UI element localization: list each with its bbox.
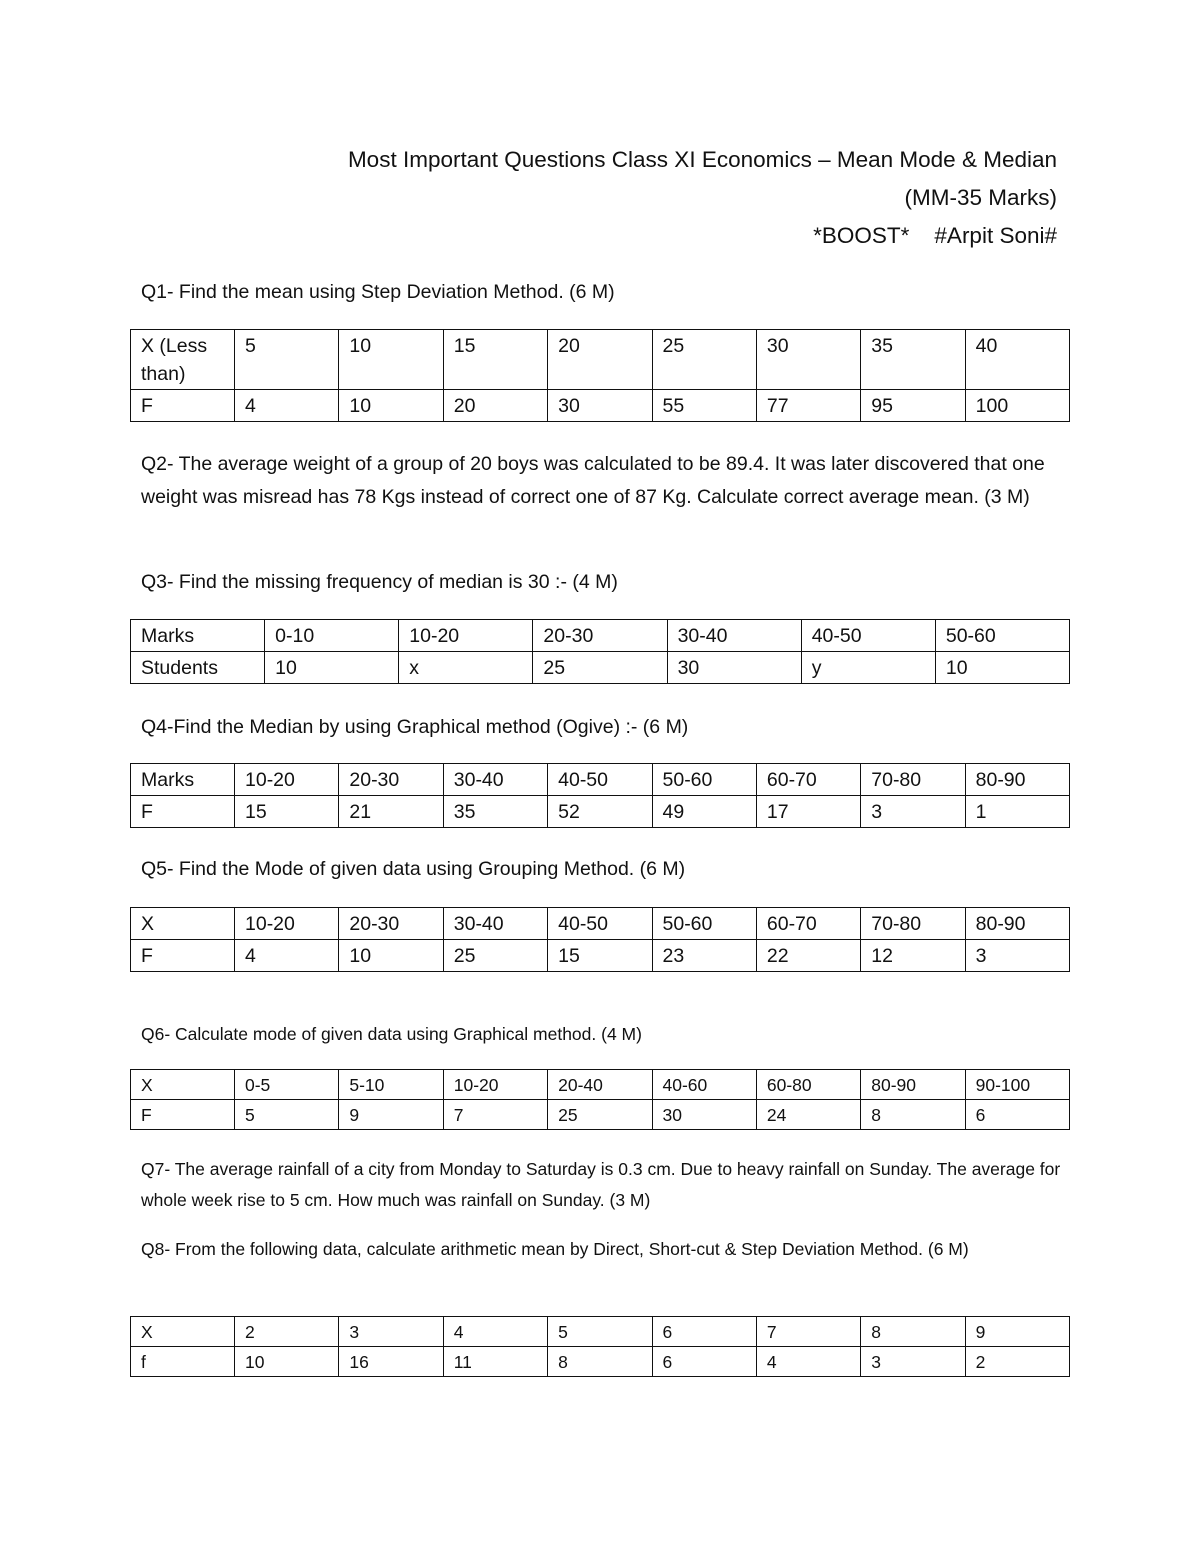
table-cell: 20-30 xyxy=(533,620,667,652)
table-cell: 10 xyxy=(235,1347,339,1377)
table-row xyxy=(131,1100,1070,1130)
table-row xyxy=(131,764,1070,796)
table-cell: 2 xyxy=(965,1347,1069,1377)
table-cell: 52 xyxy=(548,796,652,828)
table-cell: 10-20 xyxy=(235,908,339,940)
table-cell: 20 xyxy=(548,330,652,390)
table-cell: 30 xyxy=(548,390,652,422)
table-cell: 0-10 xyxy=(265,620,399,652)
table-cell: 17 xyxy=(756,796,860,828)
table-cell: 21 xyxy=(339,796,443,828)
table-cell: 4 xyxy=(756,1347,860,1377)
table-row xyxy=(131,908,1070,940)
table-cell: 12 xyxy=(861,940,965,972)
table-cell: 3 xyxy=(339,1317,443,1347)
table-cell: Marks xyxy=(131,764,235,796)
table-cell: 7 xyxy=(756,1317,860,1347)
table-cell: 8 xyxy=(861,1100,965,1130)
table-cell: y xyxy=(801,652,935,684)
table-cell: X (Less than) xyxy=(131,330,235,390)
question-6: Q6- Calculate mode of given data using Graphical method. (4 M) xyxy=(141,1024,642,1044)
table-cell: 80-90 xyxy=(861,1070,965,1100)
table-cell: 30 xyxy=(652,1100,756,1130)
author-line: *BOOST* #Arpit Soni# xyxy=(813,223,1057,248)
table-cell: X xyxy=(131,1070,235,1100)
table-cell: 40-50 xyxy=(801,620,935,652)
q5-table xyxy=(130,907,1070,972)
table-cell: 11 xyxy=(443,1347,547,1377)
table-cell: 10 xyxy=(339,330,443,390)
table-cell: 10-20 xyxy=(399,620,533,652)
table-cell: 10-20 xyxy=(235,764,339,796)
table-cell: 20-30 xyxy=(339,908,443,940)
table-cell: 20-30 xyxy=(339,764,443,796)
max-marks: (MM-35 Marks) xyxy=(904,185,1057,210)
table-cell: 50-60 xyxy=(652,764,756,796)
table-cell: f xyxy=(131,1347,235,1377)
question-3: Q3- Find the missing frequency of median is 30 :- (4 M) xyxy=(141,571,618,593)
table-row xyxy=(131,1070,1070,1100)
table-cell: 3 xyxy=(861,796,965,828)
table-cell: 15 xyxy=(443,330,547,390)
table-cell: 30 xyxy=(756,330,860,390)
document-title: Most Important Questions Class XI Economics – Mean Mode & Median xyxy=(347,147,1057,172)
table-cell: 5 xyxy=(235,1100,339,1130)
table-cell: 40-50 xyxy=(548,908,652,940)
question-8: Q8- From the following data, calculate arithmetic mean by Direct, Short-cut & Step Deviation Method. (6 M) xyxy=(141,1239,969,1259)
table-cell: 7 xyxy=(443,1100,547,1130)
table-cell: 80-90 xyxy=(965,764,1069,796)
table-row xyxy=(131,1347,1070,1377)
q4-table xyxy=(130,763,1070,828)
q1-table xyxy=(130,329,1070,422)
table-cell: 50-60 xyxy=(935,620,1069,652)
table-cell: Marks xyxy=(131,620,265,652)
table-row xyxy=(131,620,1070,652)
table-cell: 9 xyxy=(965,1317,1069,1347)
table-cell: 8 xyxy=(861,1317,965,1347)
table-cell: 10 xyxy=(265,652,399,684)
table-cell: 35 xyxy=(861,330,965,390)
table-cell: 40-60 xyxy=(652,1070,756,1100)
table-row xyxy=(131,940,1070,972)
table-cell: 60-70 xyxy=(756,908,860,940)
table-cell: 2 xyxy=(235,1317,339,1347)
table-cell: 30 xyxy=(667,652,801,684)
table-cell: 3 xyxy=(861,1347,965,1377)
table-cell: 30-40 xyxy=(443,764,547,796)
table-cell: 6 xyxy=(652,1317,756,1347)
question-5: Q5- Find the Mode of given data using Grouping Method. (6 M) xyxy=(141,858,686,880)
table-cell: 8 xyxy=(548,1347,652,1377)
table-cell: 60-70 xyxy=(756,764,860,796)
table-cell: 20 xyxy=(443,390,547,422)
table-cell: 30-40 xyxy=(443,908,547,940)
question-2: Q2- The average weight of a group of 20 boys was calculated to be 89.4. It was later discovered that one weight was misread has 78 Kgs instead of correct one of 87 Kg. Calculate correct average mean. (3 M) xyxy=(141,453,1045,508)
table-cell: F xyxy=(131,390,235,422)
table-cell: 10 xyxy=(935,652,1069,684)
table-cell: 40-50 xyxy=(548,764,652,796)
table-cell: 70-80 xyxy=(861,764,965,796)
table-row xyxy=(131,390,1070,422)
table-cell: 55 xyxy=(652,390,756,422)
table-cell: 10 xyxy=(339,390,443,422)
table-cell: 50-60 xyxy=(652,908,756,940)
table-cell: 20-40 xyxy=(548,1070,652,1100)
table-cell: F xyxy=(131,796,235,828)
table-cell: 80-90 xyxy=(965,908,1069,940)
table-row xyxy=(131,330,1070,390)
table-cell: 30-40 xyxy=(667,620,801,652)
table-cell: 100 xyxy=(965,390,1069,422)
table-cell: 15 xyxy=(235,796,339,828)
table-cell: 3 xyxy=(965,940,1069,972)
table-cell: 90-100 xyxy=(965,1070,1069,1100)
table-cell: 4 xyxy=(235,940,339,972)
question-4: Q4-Find the Median by using Graphical method (Ogive) :- (6 M) xyxy=(141,716,689,738)
table-cell: 6 xyxy=(965,1100,1069,1130)
table-cell: 5-10 xyxy=(339,1070,443,1100)
table-cell: 49 xyxy=(652,796,756,828)
table-cell: 40 xyxy=(965,330,1069,390)
table-cell: 25 xyxy=(533,652,667,684)
table-cell: 5 xyxy=(235,330,339,390)
table-cell: 70-80 xyxy=(861,908,965,940)
q6-table xyxy=(130,1069,1070,1130)
question-7: Q7- The average rainfall of a city from Monday to Saturday is 0.3 cm. Due to heavy rainfall on Sunday. The average for whole week rise to 5 cm. How much was rainfall on Sunday. (3 M) xyxy=(141,1159,1061,1210)
table-cell: 10-20 xyxy=(443,1070,547,1100)
table-cell: 23 xyxy=(652,940,756,972)
table-cell: 24 xyxy=(756,1100,860,1130)
table-cell: 0-5 xyxy=(235,1070,339,1100)
table-cell: 4 xyxy=(443,1317,547,1347)
table-cell: 5 xyxy=(548,1317,652,1347)
table-cell: 35 xyxy=(443,796,547,828)
table-cell: F xyxy=(131,940,235,972)
table-row xyxy=(131,652,1070,684)
table-cell: x xyxy=(399,652,533,684)
table-cell: Students xyxy=(131,652,265,684)
table-cell: 22 xyxy=(756,940,860,972)
table-cell: 77 xyxy=(756,390,860,422)
table-cell: 25 xyxy=(443,940,547,972)
table-row xyxy=(131,1317,1070,1347)
table-cell: 95 xyxy=(861,390,965,422)
q8-table xyxy=(130,1316,1070,1377)
table-cell: 4 xyxy=(235,390,339,422)
q3-table xyxy=(130,619,1070,684)
table-cell: 9 xyxy=(339,1100,443,1130)
table-cell: 1 xyxy=(965,796,1069,828)
table-row xyxy=(131,796,1070,828)
table-cell: 25 xyxy=(652,330,756,390)
table-cell: F xyxy=(131,1100,235,1130)
table-cell: X xyxy=(131,908,235,940)
table-cell: 10 xyxy=(339,940,443,972)
table-cell: 60-80 xyxy=(756,1070,860,1100)
table-cell: 15 xyxy=(548,940,652,972)
table-cell: X xyxy=(131,1317,235,1347)
table-cell: 25 xyxy=(548,1100,652,1130)
table-cell: 16 xyxy=(339,1347,443,1377)
table-cell: 6 xyxy=(652,1347,756,1377)
question-1: Q1- Find the mean using Step Deviation Method. (6 M) xyxy=(141,281,615,303)
